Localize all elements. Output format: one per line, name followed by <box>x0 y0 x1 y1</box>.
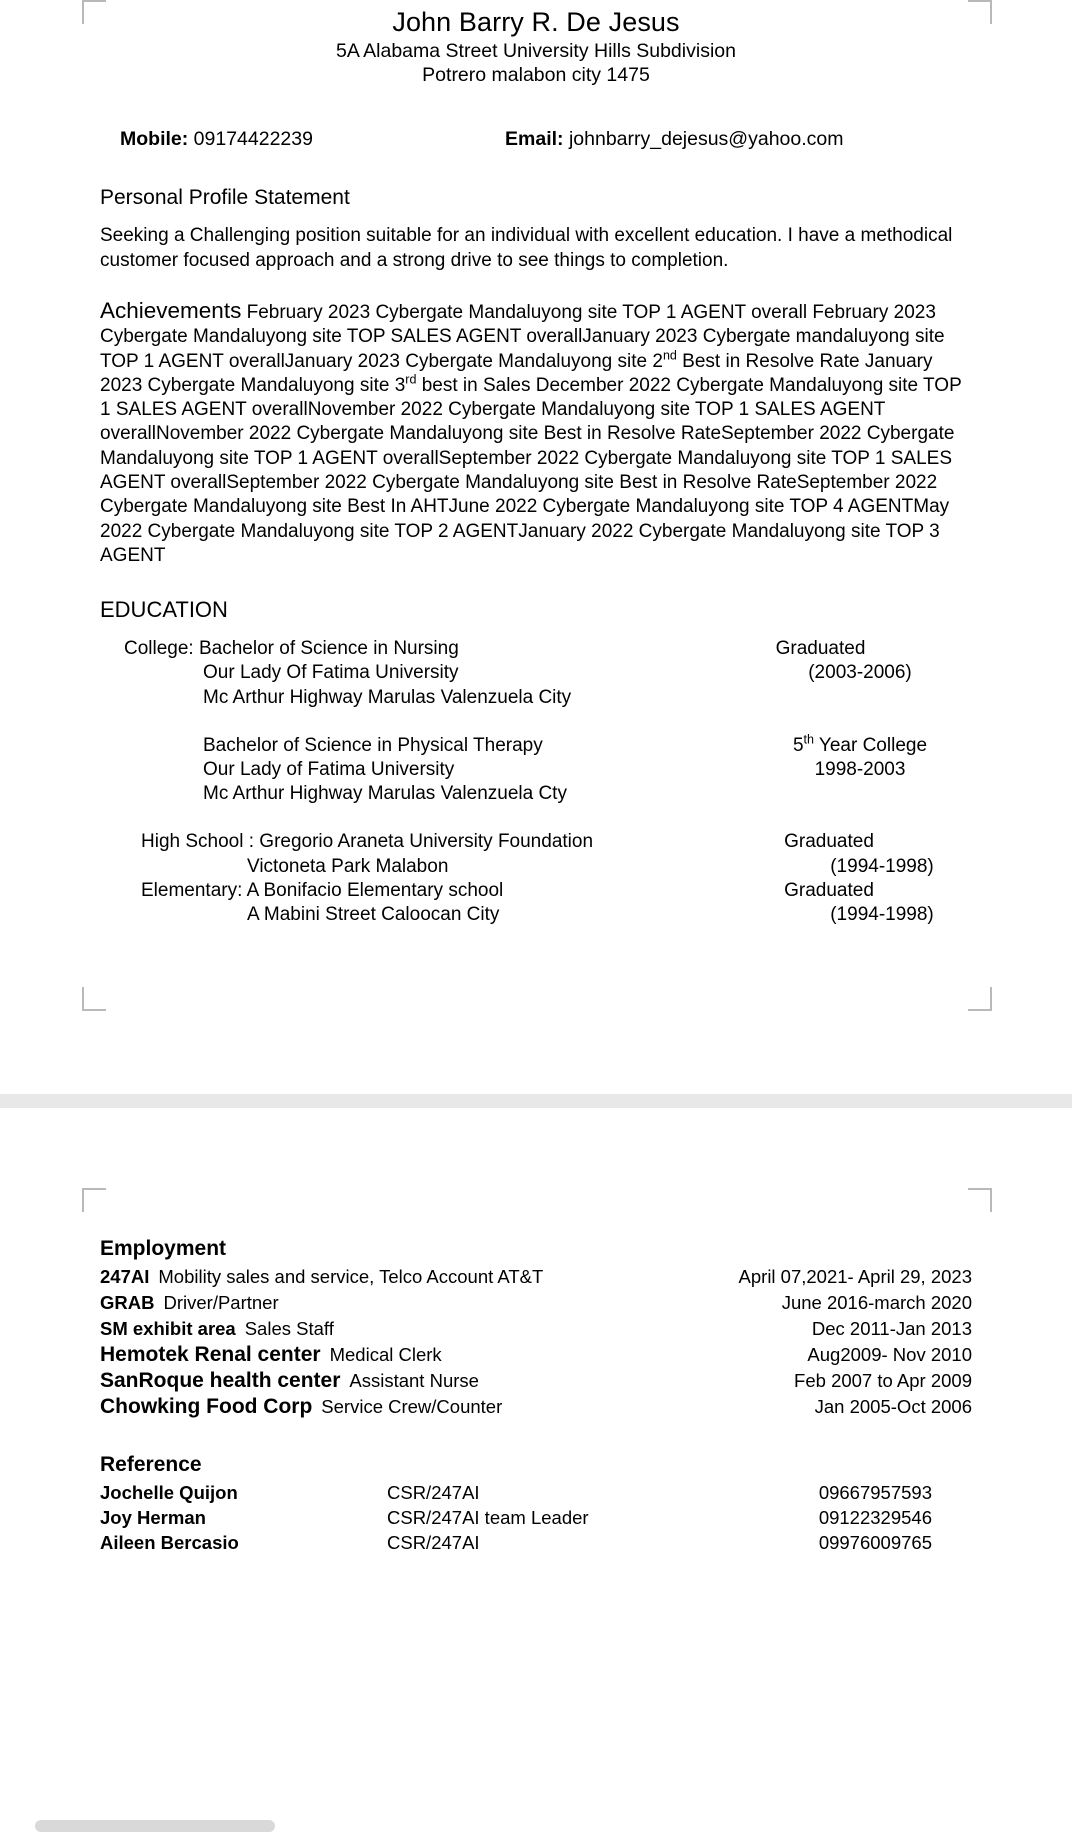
education-year-ordinal-suffix: th <box>803 732 814 747</box>
education-highschool-address: Victoneta Park Malabon <box>247 855 449 877</box>
employment-company: 247AI <box>100 1266 150 1287</box>
employment-role: Mobility sales and service, Telco Account AT&T <box>158 1266 544 1287</box>
employment-company: Hemotek Renal center <box>100 1343 321 1366</box>
education-years: 1998-2003 <box>814 759 906 781</box>
education-row <box>100 637 972 661</box>
employment-dates: Feb 2007 to Apr 2009 <box>794 1370 972 1391</box>
education-empty <box>748 686 972 710</box>
personal-profile-heading: Personal Profile Statement <box>100 186 350 209</box>
reference-phone: 09976009765 <box>818 1532 932 1553</box>
education-school: Our Lady Of Fatima University <box>203 662 459 684</box>
education-row <box>100 782 972 806</box>
education-entry-highschool-elementary <box>100 830 972 927</box>
employment-role: Assistant Nurse <box>349 1370 479 1391</box>
crop-mark-bottom-right <box>968 987 992 1011</box>
education-entry-physical-therapy <box>100 734 972 807</box>
education-row <box>100 661 972 685</box>
employment-row <box>100 1316 972 1342</box>
education-degree: College: Bachelor of Science in Nursing <box>124 638 459 660</box>
achievements-part-2: Best in Resolve Rate January 2023 Cybergate Mandaluyong site 3 <box>100 350 933 396</box>
employment-dates: April 07,2021- April 29, 2023 <box>738 1266 972 1287</box>
education-elementary-address: A Mabini Street Caloocan City <box>247 904 500 926</box>
reference-name: Jochelle Quijon <box>100 1482 238 1503</box>
employment-row <box>100 1394 972 1420</box>
education-row <box>100 686 972 710</box>
employment-role: Driver/Partner <box>163 1292 279 1313</box>
education-status: Graduated <box>784 831 874 853</box>
education-years: (1994-1998) <box>830 855 934 877</box>
bottom-scroll-indicator[interactable] <box>35 1820 275 1832</box>
page-separator <box>0 1094 1072 1108</box>
achievements-heading: Achievements <box>100 298 242 323</box>
employment-left <box>100 1342 672 1368</box>
education-row <box>100 903 972 927</box>
reference-row <box>100 1480 972 1505</box>
education-row <box>100 855 972 879</box>
sheet-1-content <box>100 0 972 927</box>
employment-left <box>100 1290 672 1316</box>
achievements-sup-nd: nd <box>662 348 677 363</box>
mobile-value: 09174422239 <box>193 128 313 150</box>
crop-mark-top-right <box>968 1188 992 1212</box>
employment-row <box>100 1264 972 1290</box>
education-school: Our Lady of Fatima University <box>203 759 455 781</box>
education-degree: Bachelor of Science in Physical Therapy <box>203 734 543 756</box>
education-school-address: Mc Arthur Highway Marulas Valenzuela Cty <box>203 783 567 805</box>
reference-row <box>100 1505 972 1530</box>
reference-name: Joy Herman <box>100 1507 206 1528</box>
education-spacer <box>100 710 972 734</box>
reference-row <box>100 1530 972 1555</box>
education-entry-college-nursing <box>100 637 972 710</box>
education-highschool: High School : Gregorio Araneta University Foundation <box>141 831 594 853</box>
employment-dates: Aug2009- Nov 2010 <box>807 1344 972 1365</box>
employment-row <box>100 1342 972 1368</box>
employment-row <box>100 1290 972 1316</box>
education-status: Graduated <box>784 879 874 901</box>
education-row <box>100 830 972 854</box>
reference-phone: 09122329546 <box>818 1507 932 1528</box>
employment-dates: Dec 2011-Jan 2013 <box>811 1318 972 1339</box>
employment-left <box>100 1316 672 1342</box>
employment-company: Chowking Food Corp <box>100 1395 313 1418</box>
reference-title: CSR/247AI team Leader <box>387 1507 589 1528</box>
employment-dates: Jan 2005-Oct 2006 <box>814 1396 972 1417</box>
education-status <box>748 734 972 758</box>
education-heading: EDUCATION <box>100 597 228 623</box>
education-spacer <box>100 806 972 830</box>
employment-company: SM exhibit area <box>100 1318 236 1339</box>
mobile-field <box>100 127 505 151</box>
reference-phone: 09667957593 <box>818 1482 932 1503</box>
sheet-2-content <box>100 1236 972 1555</box>
employment-left <box>100 1368 672 1394</box>
education-status: Graduated <box>775 638 866 660</box>
reference-heading: Reference <box>100 1453 202 1476</box>
employment-row <box>100 1368 972 1394</box>
employment-role: Medical Clerk <box>329 1344 442 1365</box>
education-row <box>100 758 972 782</box>
reference-name: Aileen Bercasio <box>100 1532 239 1553</box>
mobile-label: Mobile: <box>120 128 189 150</box>
education-empty <box>748 782 972 806</box>
employment-heading: Employment <box>100 1237 227 1260</box>
education-elementary: Elementary: A Bonifacio Elementary school <box>141 879 504 901</box>
applicant-name: John Barry R. De Jesus <box>392 7 680 37</box>
achievements-block <box>100 299 972 568</box>
email-value: johnbarry_dejesus@yahoo.com <box>568 128 844 150</box>
education-row <box>100 734 972 758</box>
employment-left <box>100 1264 672 1290</box>
education-years: (2003-2006) <box>808 662 912 684</box>
reference-title: CSR/247AI <box>387 1532 480 1553</box>
employment-company: GRAB <box>100 1292 155 1313</box>
employment-role: Sales Staff <box>244 1318 334 1339</box>
employment-role: Service Crew/Counter <box>321 1396 503 1417</box>
education-years: (1994-1998) <box>830 904 934 926</box>
resume-sheet-2 <box>0 1108 1072 1832</box>
personal-profile-text: Seeking a Challenging position suitable for an individual with excellent education. I have a methodical customer focused approach and a strong drive to see things to completion. <box>100 225 953 271</box>
employment-left <box>100 1394 672 1420</box>
crop-mark-bottom-left <box>82 987 106 1011</box>
applicant-address-line-2: Potrero malabon city 1475 <box>422 64 650 86</box>
education-year-label: Year College <box>813 734 928 756</box>
education-row <box>100 879 972 903</box>
education-school-address: Mc Arthur Highway Marulas Valenzuela City <box>203 686 572 708</box>
achievements-sup-rd: rd <box>405 372 417 387</box>
email-field <box>505 127 972 151</box>
employment-company: SanRoque health center <box>100 1369 341 1392</box>
achievements-part-1: February 2023 Cybergate Mandaluyong site TOP 1 AGENT overall February 2023 Cybergate Mandaluyong site TOP SALES AGENT overallJanuary 2023 Cybergate mandaluyong site TOP 1 AGENT overallJanuary 2023 Cybergate Mandaluyong site 2 <box>100 302 945 372</box>
employment-dates: June 2016-march 2020 <box>781 1292 972 1313</box>
applicant-address-line-1: 5A Alabama Street University Hills Subdivision <box>336 40 736 62</box>
education-year-number: 5 <box>792 734 804 756</box>
contact-row <box>100 127 972 151</box>
achievements-part-3: best in Sales December 2022 Cybergate Mandaluyong site TOP 1 SALES AGENT overallNovember 2022 Cybergate Mandaluyong site TOP 1 SALES AGENT overallNovember 2022 Cybergate Mandaluyong site Best in Resolve RateSeptember 2022 Cybergate Mandaluyong site TOP 1 AGENT overallSeptember 2022 Cybergate Mandaluyong site TOP 1 SALES AGENT overallSeptember 2022 Cybergate Mandaluyong site Best in Resolve RateSeptember 2022 Cybergate Mandaluyong site Best In AHTJune 2022 Cybergate Mandaluyong site TOP 4 AGENTMay 2022 Cybergate Mandaluyong site TOP 2 AGENTJanuary 2022 Cybergate Mandaluyong site TOP 3 AGENT <box>100 374 962 566</box>
crop-mark-top-left <box>82 1188 106 1212</box>
email-label: Email: <box>505 128 564 150</box>
reference-title: CSR/247AI <box>387 1482 480 1503</box>
